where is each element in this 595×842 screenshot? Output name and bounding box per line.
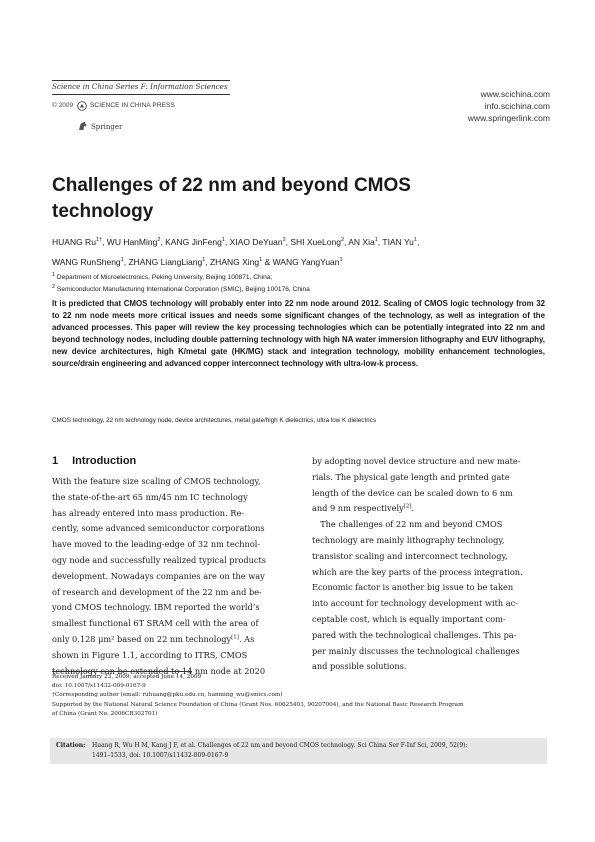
site-link-springerlink[interactable]: www.springerlink.com bbox=[467, 113, 550, 123]
author-name: KANG JinFeng bbox=[165, 237, 222, 247]
body-text-line: technology are mainly lithography technology, bbox=[312, 534, 505, 545]
section-number: 1 bbox=[52, 455, 59, 467]
footnote-received: Received January 23, 2009; accepted June 14, 2009 bbox=[52, 674, 202, 680]
body-text-line: the state-of-the-art 65 nm/45 nm IC technology bbox=[52, 491, 248, 502]
body-text-line: shown in Figure 1.1, according to ITRS, CMOS bbox=[52, 649, 248, 660]
author-affiliation-mark: 1† bbox=[95, 237, 103, 244]
body-text-line: development. Nowadays companies are on the way bbox=[52, 570, 265, 581]
body-text-line: ogy node and successfully realized typical products bbox=[52, 554, 266, 565]
body-text-line: and 9 nm respectively[2]. bbox=[312, 503, 415, 514]
body-text-line: With the feature size scaling of CMOS technology, bbox=[52, 476, 261, 486]
footnote-funding-line-2: of China (Grant No. 2006CB302701) bbox=[52, 711, 158, 717]
site-link-scichina[interactable]: www.scichina.com bbox=[480, 89, 550, 99]
body-text-line: by adopting novel device structure and new mate- bbox=[312, 456, 521, 466]
copyright-year: © 2009 bbox=[52, 102, 74, 109]
keywords: CMOS technology, 22 nm technology node, device architectures, metal gate/high K dielectrics, ultra low K dielectrics bbox=[52, 417, 376, 424]
citation-label: Citation: bbox=[56, 742, 86, 749]
author-affiliation-mark: 1 bbox=[202, 257, 206, 264]
body-text-line: into account for technology development with ac- bbox=[312, 598, 518, 609]
body-text-line: rials. The physical gate length and printed gate bbox=[312, 471, 510, 482]
abstract: It is predicted that CMOS technology will probably enter into 22 nm node around 2012. Scaling of CMOS logic technology from 32 to 22 nm node meets more critical issues and needs some significant changes of the technology, as well as integration of the advanced processes. This paper will review the key processing technologies which can be potentially integrated into 22 nm and beyond technology nodes, including double patterning technology with high NA water immersion lithography and EUV lithography, new device architectures, high K/metal gate (HK/MG) stack and integration technology, mobility enhancement technologies, source/drain engineering and advanced copper interconnect technology with ultra-low-k process. bbox=[52, 299, 545, 368]
body-column-right bbox=[312, 454, 552, 675]
affiliation-text: Semiconductor Manufacturing International Corporation (SMIC), Beijing 100176, China bbox=[56, 286, 310, 293]
body-text-line: pared with the technological challenges. This pa- bbox=[312, 629, 517, 640]
author-affiliation-mark: 1 bbox=[339, 257, 343, 264]
author-list-line-2: WANG RunSheng$^1$, ZHANG LiangLiang$^1$, ZHANG Xing$^1$ & WANG YangYuan$^1$ bbox=[52, 257, 343, 267]
science-press-logo-icon bbox=[77, 101, 87, 111]
author-affiliation-mark: 2 bbox=[157, 237, 161, 244]
body-text-line: yond CMOS technology. IBM reported the world’s bbox=[52, 602, 260, 613]
body-text-line: length of the device can be scaled down to 6 nm bbox=[312, 487, 513, 498]
body-text-line: of research and development of the 22 nm and be- bbox=[52, 586, 262, 597]
body-text-line: have moved to the leading-edge of 32 nm technol- bbox=[52, 539, 261, 550]
body-text-line: and possible solutions. bbox=[312, 661, 407, 672]
footnote-funding-line-1: Supported by the National Natural Science Foundation of China (Grant Nos. 60625403, 90207004), and the National Basic Research Program bbox=[52, 702, 464, 708]
author-name: ZHANG Xing bbox=[209, 257, 260, 267]
author-name: AN Xia bbox=[348, 237, 375, 247]
affiliation-2 bbox=[52, 283, 310, 293]
springer-horse-logo-icon bbox=[77, 120, 89, 132]
body-text-line: smallest functional 6T SRAM cell with the area of bbox=[52, 618, 259, 629]
section-heading bbox=[52, 455, 136, 467]
body-column-left bbox=[52, 474, 292, 679]
affiliation-text: Department of Microelectronics, Peking University, Beijing 100871, China; bbox=[56, 274, 273, 281]
footnote-doi: doi: 10.1007/s11432-009-0167-9 bbox=[52, 683, 146, 689]
affiliation-1 bbox=[52, 271, 273, 281]
author-name: WANG YangYuan bbox=[272, 257, 340, 267]
body-text-line: technology can be extended to 14 nm node at 2020 bbox=[52, 665, 266, 676]
journal-name: Science in China Series F: Information Sciences bbox=[52, 82, 228, 91]
author-name: TIAN Yu bbox=[382, 237, 414, 247]
affiliation-number: 1 bbox=[52, 271, 56, 278]
journal-rule-top bbox=[52, 80, 230, 81]
reference-citation[interactable]: [1] bbox=[231, 634, 239, 641]
site-link-info-scichina[interactable]: info.scichina.com bbox=[484, 101, 550, 111]
reference-citation[interactable]: [2] bbox=[403, 503, 412, 510]
author-name: HUANG Ru bbox=[52, 237, 96, 247]
author-affiliation-mark: 1 bbox=[120, 257, 124, 264]
journal-rule-bottom bbox=[52, 94, 230, 95]
author-affiliation-mark: 2 bbox=[282, 237, 286, 244]
body-text-line: has already entered into mass production. Re- bbox=[52, 507, 245, 518]
author-affiliation-mark: 1 bbox=[374, 237, 378, 244]
footnote-rule bbox=[52, 671, 192, 672]
body-text-line: which are the key parts of the process integration. bbox=[312, 566, 523, 577]
publisher-name: SCIENCE IN CHINA PRESS bbox=[90, 102, 175, 109]
body-text-line: cently, some advanced semiconductor corporations bbox=[52, 523, 265, 534]
author-name: SHI XueLong bbox=[290, 237, 341, 247]
author-name: WANG RunSheng bbox=[52, 257, 121, 267]
body-text-line: transistor scaling and interconnect technology, bbox=[312, 550, 508, 561]
body-text-line: only 0.128 μm² based on 22 nm technology[1]. As bbox=[52, 633, 255, 644]
author-affiliation-mark: 1 bbox=[259, 257, 263, 264]
citation-text-line-1: Huang R, Wu H M, Kang J F, et al. Challenges of 22 nm and beyond CMOS technology. Sci China Ser F-Inf Sci, 2009, 52(9): bbox=[92, 742, 468, 749]
author-list-line-1: HUANG $Ru^{1\dagger}$, WU HanMing$^2$, KANG JinFeng$^1$, XIAO DeYuan$^2$, SHI XueLong$^2$, AN Xia$^1$, TIAN Yu$^1$, bbox=[52, 237, 420, 247]
citation-text-line-2: 1491–1533, doi: 10.1007/s11432-009-0167-9 bbox=[92, 752, 229, 759]
affiliation-number: 2 bbox=[52, 283, 56, 290]
author-affiliation-mark: 1 bbox=[413, 237, 417, 244]
body-text-line: per mainly discusses the technological challenges bbox=[312, 645, 520, 656]
author-affiliation-mark: 2 bbox=[340, 237, 344, 244]
section-title: Introduction bbox=[72, 455, 137, 467]
article-title: Challenges of 22 nm and beyond CMOS technology bbox=[52, 175, 411, 222]
footnote-corresponding-author: †Corresponding author (email: ruhuang@pku.edu.cn, hanming_wu@smics.com) bbox=[52, 692, 283, 698]
body-text-line: The challenges of 22 nm and beyond CMOS bbox=[312, 519, 503, 530]
author-name: WU HanMing bbox=[106, 237, 158, 247]
author-name: ZHANG LiangLiang bbox=[128, 257, 203, 267]
body-text-line: Economic factor is another big issue to be taken bbox=[312, 582, 514, 593]
springer-name: Springer bbox=[91, 123, 123, 131]
author-affiliation-mark: 1 bbox=[221, 237, 225, 244]
body-text-line: ceptable cost, which is equally important com- bbox=[312, 613, 506, 624]
author-name: XIAO DeYuan bbox=[229, 237, 283, 247]
